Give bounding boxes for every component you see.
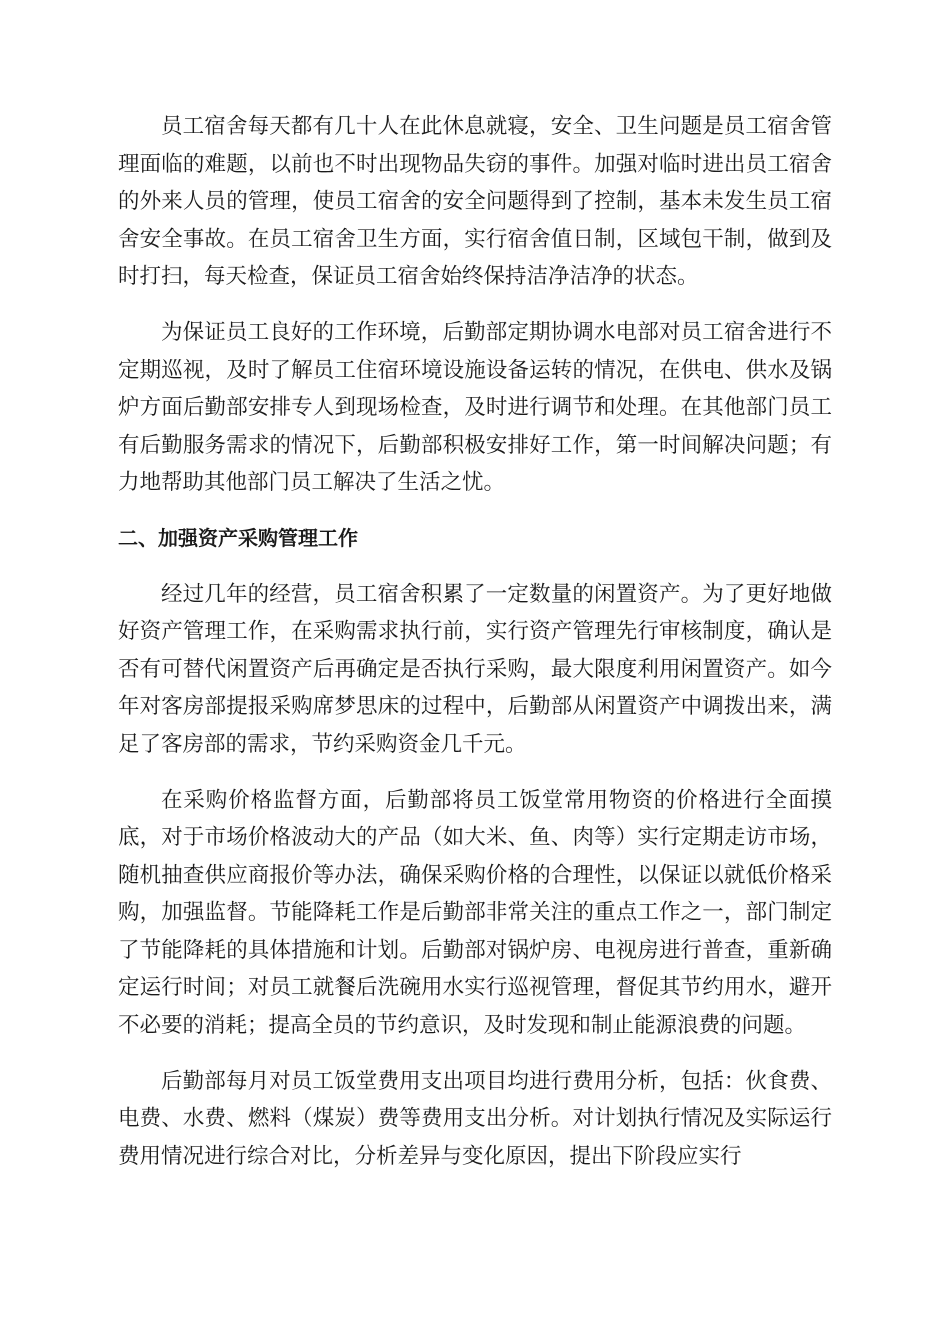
paragraph-dormitory-safety: 员工宿舍每天都有几十人在此休息就寝，安全、卫生问题是员工宿舍管理面临的难题，以前也不时出现物品失窃的事件。加强对临时进出员工宿舍的外来人员的管理，使员工宿舍的安全问题得到了控制，基本未发生员工宿舍安全事故。在员工宿舍卫生方面，实行宿舍值日制，区域包干制，做到及时打扫，每天检查，保证员工宿舍始终保持洁净洁净的状态。 (118, 114, 832, 290)
paragraph-idle-assets: 经过几年的经营，员工宿舍积累了一定数量的闲置资产。为了更好地做好资产管理工作，在采购需求执行前，实行资产管理先行审核制度，确认是否有可替代闲置资产后再确定是否执行采购，最大限度利用闲置资产。如今年对客房部提报采购席梦思床的过程中，后勤部从闲置资产中调拨出来，满足了客房部的需求，节约采购资金几千元。 (118, 581, 832, 757)
section-heading: 二、加强资产采购管理工作 (118, 525, 358, 550)
paragraph-price-supervision: 在采购价格监督方面，后勤部将员工饭堂常用物资的价格进行全面摸底，对于市场价格波动大的产品（如大米、鱼、肉等）实行定期走访市场，随机抽查供应商报价等办法，确保采购价格的合理性，以保证以就低价格采购，加强监督。节能降耗工作是后勤部非常关注的重点工作之一，部门制定了节能降耗的具体措施和计划。后勤部对锅炉房、电视房进行普查，重新确定运行时间；对员工就餐后洗碗用水实行巡视管理，督促其节约用水，避开不必要的消耗；提高全员的节约意识，及时发现和制止能源浪费的问题。 (118, 787, 832, 1039)
document-body (118, 108, 832, 1193)
paragraph-cost-analysis: 后勤部每月对员工饭堂费用支出项目均进行费用分析，包括：伙食费、电费、水费、燃料（煤炭）费等费用支出分析。对计划执行情况及实际运行费用情况进行综合对比，分析差异与变化原因，提出下阶段应实行 (118, 1068, 832, 1169)
paragraph-work-environment: 为保证员工良好的工作环境，后勤部定期协调水电部对员工宿舍进行不定期巡视，及时了解员工住宿环境设施设备运转的情况，在供电、供水及锅炉方面后勤部安排专人到现场检查，及时进行调节和处理。在其他部门员工有后勤服务需求的情况下，后勤部积极安排好工作，第一时间解决问题；有力地帮助其他部门员工解决了生活之忧。 (118, 319, 832, 496)
